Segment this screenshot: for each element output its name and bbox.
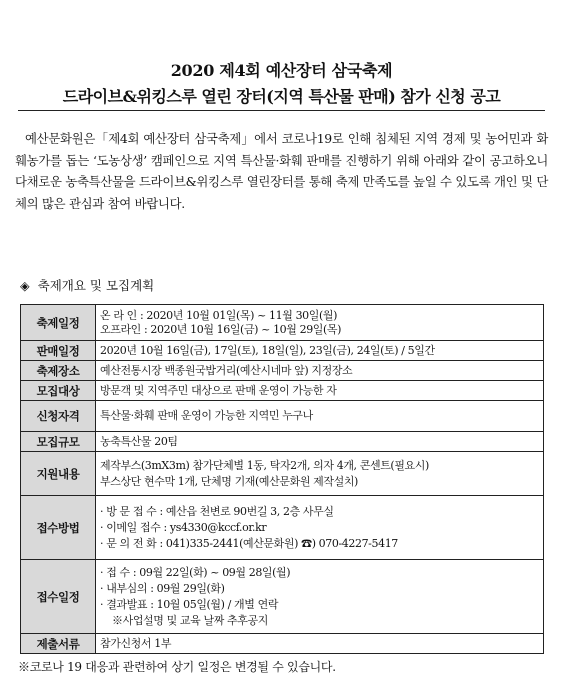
row-line: 2020년 10월 16일(금), 17일(토), 18일(일), 23일(금), 24일(토) / 5일간 [100, 343, 435, 357]
row-line: 방문객 및 지역주민 대상으로 판매 운영이 가능한 자 [100, 383, 337, 397]
table-row [21, 432, 544, 452]
row-header: 모집대상 [21, 381, 96, 401]
row-content [96, 560, 544, 634]
row-line: · 문 의 전 화 : 041)335-2441(예산문화원) ☎) 070-4227-5417 [100, 536, 398, 550]
row-header: 제출서류 [21, 634, 96, 654]
row-line: 특산물·화훼 판매 운영이 가능한 지역민 누구나 [100, 409, 313, 422]
title-line-2: 드라이브&위킹스루 열린 장터(지역 특산물 판매) 참가 신청 공고 [18, 84, 545, 111]
row-header: 축제일정 [21, 305, 96, 341]
footnote: ※코로나 19 대응과 관련하여 상기 일정은 변경될 수 있습니다. [18, 660, 336, 674]
row-line: 오프라인 : 2020년 10월 16일(금) ~ 10월 29일(목) [100, 322, 342, 336]
row-header: 접수방법 [21, 496, 96, 560]
row-line: 농축특산물 20팀 [100, 434, 178, 448]
row-header: 신청자격 [21, 401, 96, 432]
row-header: 모집규모 [21, 432, 96, 452]
row-line: · 결과발표 : 10월 05일(월) / 개별 연락 [100, 597, 279, 611]
table-row [21, 560, 544, 634]
row-line: 제작부스(3mX3m) 참가단체별 1동, 탁자2개, 의자 4개, 콘센트(필요시) [100, 458, 429, 472]
row-content [96, 305, 544, 341]
row-content [96, 341, 544, 361]
table-row [21, 341, 544, 361]
row-header: 판매일정 [21, 341, 96, 361]
intro-paragraph: 예산문화원은「제4회 예산장터 삼국축제」에서 코로나19로 인해 침체된 지역 경제 및 농어민과 화훼농가를 돕는 ‘도농상생’ 캠페인으로 지역 특산물·화훼 판매를 진행하기 위해 아래와 같이 공고하오니 다채로운 농축특산물을 드라이브&위킹스루 열린장터를 통해 축제 만족도를 높일 수 있도록 개인 및 단체의 많은 관심과 참여 바랍니다. [15, 131, 548, 211]
diamond-marker-icon: ◈ [20, 278, 30, 293]
row-line: · 이메일 접수 : ys4330@kccf.or.kr [100, 520, 267, 534]
row-content [96, 496, 544, 560]
row-line: · 접 수 : 09월 22일(화) ~ 09월 28일(월) [100, 565, 291, 579]
row-content [96, 432, 544, 452]
row-line: 온 라 인 : 2020년 10월 01일(목) ~ 11월 30일(월) [100, 308, 337, 322]
section-title: 축제개요 및 모집계획 [37, 278, 155, 293]
row-content [96, 634, 544, 654]
row-content [96, 381, 544, 401]
table-row [21, 381, 544, 401]
table-row [21, 634, 544, 654]
table-row [21, 452, 544, 496]
table-row [21, 361, 544, 381]
table-row [21, 496, 544, 560]
row-line: 참가신청서 1부 [100, 636, 172, 650]
table-row [21, 401, 544, 432]
row-content [96, 452, 544, 496]
section-heading [20, 276, 154, 294]
row-content [96, 401, 544, 432]
row-line: · 내부심의 : 09월 29일(화) [100, 581, 225, 595]
row-line: · 방 문 접 수 : 예산읍 천변로 90번길 3, 2층 사무실 [100, 504, 334, 518]
row-note: ※사업설명 및 교육 날짜 추후공지 [112, 613, 268, 627]
title-line-1: 2020 제4회 예산장터 삼국축제 [170, 61, 393, 80]
row-line: 부스상단 현수막 1개, 단체명 기재(예산문화원 제작설치) [100, 474, 358, 488]
row-header: 지원내용 [21, 452, 96, 496]
schedule-table [20, 304, 544, 654]
row-line: 예산전통시장 백종원국밥거리(예산시네마 앞) 지정장소 [100, 363, 353, 377]
row-header: 접수일정 [21, 560, 96, 634]
table-row [21, 305, 544, 341]
row-content [96, 361, 544, 381]
row-header: 축제장소 [21, 361, 96, 381]
